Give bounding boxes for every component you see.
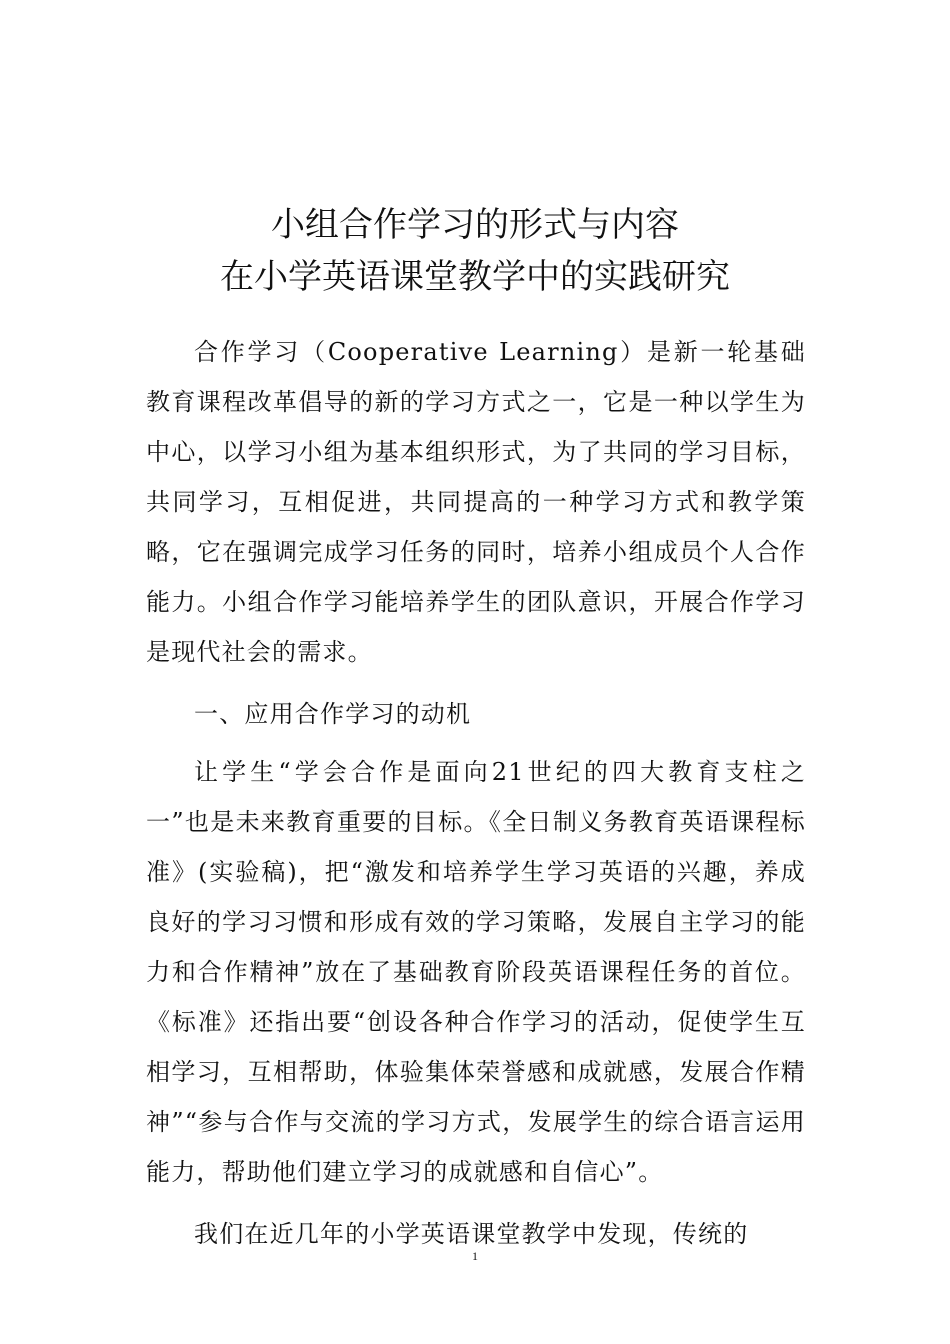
section-heading-1: 一、应用合作学习的动机 — [194, 700, 472, 728]
document-body — [146, 327, 806, 1271]
paragraph-motivation: 让学生“学会合作是面向21世纪的四大教育支柱之一”也是未来教育重要的目标。《全日制义务教育英语课程标准》(实验稿)，把“激发和培养学生学习英语的兴趣，养成良好的学习习惯和形成有效的学习策略，发展自主学习的能力和合作精神”放在了基础教育阶段英语课程任务的首位。《标准》还指出要“创设各种合作学习的活动，促使学生互相学习，互相帮助，体验集体荣誉感和成就感，发展合作精神”“参与合作与交流的学习方式，发展学生的综合语言运用能力，帮助他们建立学习的成就感和自信心”。 — [146, 758, 806, 1186]
document-title — [0, 199, 950, 303]
page-number: 1 — [472, 1249, 478, 1263]
paragraph-observation: 我们在近几年的小学英语课堂教学中发现，传统的 — [194, 1220, 749, 1248]
paragraph-intro: 合作学习（Cooperative Learning）是新一轮基础教育课程改革倡导的新的学习方式之一，它是一种以学生为中心，以学习小组为基本组织形式，为了共同的学习目标，共同学习，互相促进，共同提高的一种学习方式和教学策略，它在强调完成学习任务的同时，培养小组成员个人合作能力。小组合作学习能培养学生的团队意识，开展合作学习是现代社会的需求。 — [146, 338, 806, 666]
title-line-1: 小组合作学习的形式与内容 — [271, 204, 679, 245]
title-line-2: 在小学英语课堂教学中的实践研究 — [220, 256, 730, 297]
